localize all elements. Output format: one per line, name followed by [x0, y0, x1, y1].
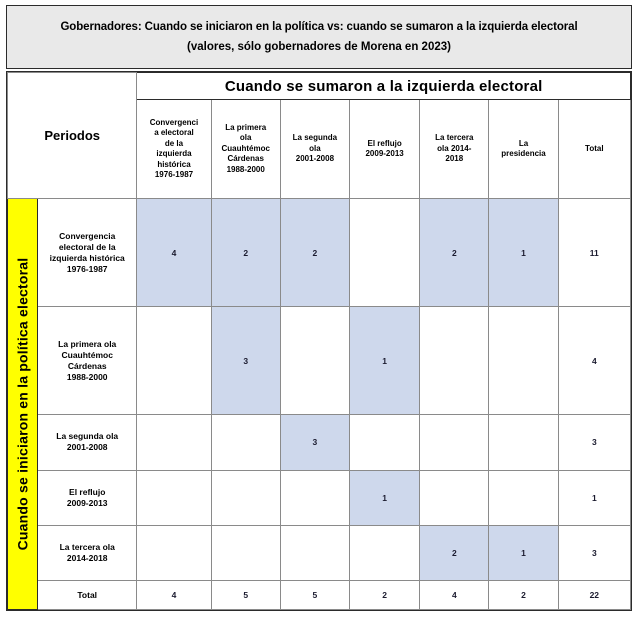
data-cell[interactable] [489, 307, 558, 415]
row-total-cell[interactable]: 3 [558, 415, 630, 470]
col-header-primera-ola [211, 100, 280, 199]
column-total-cell[interactable]: 2 [489, 581, 558, 610]
data-cell[interactable] [211, 470, 280, 525]
data-cell[interactable] [137, 415, 211, 470]
data-cell[interactable] [350, 525, 420, 580]
data-cell[interactable]: 4 [137, 199, 211, 307]
table-row [8, 415, 631, 470]
data-cell[interactable]: 2 [280, 199, 349, 307]
col-header-line: de la [164, 138, 184, 148]
data-cell[interactable]: 3 [280, 415, 349, 470]
col-header-line: ola [239, 133, 252, 143]
row-axis-label-cell [8, 199, 38, 610]
table-total-row [8, 581, 631, 610]
col-header-line: La tercera [435, 133, 474, 143]
col-header-line: Convergenci [149, 117, 199, 127]
col-header-reflujo [350, 100, 420, 199]
data-cell[interactable] [420, 470, 489, 525]
col-header-line: Total [585, 143, 604, 153]
col-header-line: 2018 [445, 154, 464, 164]
row-header-line: 2001-2008 [66, 442, 108, 453]
table-row [8, 525, 631, 580]
row-header-line: 2009-2013 [66, 497, 108, 508]
table-row [8, 470, 631, 525]
row-total-cell[interactable]: 11 [558, 199, 630, 307]
row-header-line: La primera ola [58, 338, 117, 349]
row-total-cell[interactable]: 1 [558, 470, 630, 525]
column-total-cell[interactable]: 5 [280, 581, 349, 610]
data-cell[interactable] [489, 415, 558, 470]
data-cell[interactable] [211, 415, 280, 470]
row-header-primera-ola [38, 307, 137, 415]
row-header-tercera-ola [38, 525, 137, 580]
col-header-segunda-ola [280, 100, 349, 199]
data-cell[interactable] [489, 470, 558, 525]
row-header-line: Convergencia [59, 230, 116, 241]
col-header-line: La segunda [292, 133, 338, 143]
col-header-line: 2009-2013 [365, 149, 404, 158]
col-header-line: 2001-2008 [295, 154, 335, 164]
col-header-line: ola [309, 143, 321, 153]
col-header-line: 1988-2000 [226, 164, 265, 174]
data-cell[interactable]: 2 [420, 525, 489, 580]
col-header-line: La [518, 138, 529, 148]
row-header-line: Total [77, 589, 98, 600]
col-header-line: histórica [157, 159, 191, 169]
column-axis-banner: Cuando se sumaron a la izquierda electoral [137, 73, 631, 100]
col-header-line: a electoral [154, 128, 194, 137]
col-header-line: ola 2014- [437, 143, 472, 153]
data-cell[interactable]: 1 [350, 470, 420, 525]
data-cell[interactable]: 2 [420, 199, 489, 307]
col-header-line: presidencia [501, 149, 546, 158]
crosstab-frame [6, 71, 632, 611]
col-header-line: Cuauhtémoc [221, 143, 270, 153]
col-header-tercera-ola [420, 100, 489, 199]
crosstab-table [7, 72, 631, 610]
table-row [8, 199, 631, 307]
data-cell[interactable] [350, 415, 420, 470]
row-axis-label: Cuando se iniciaron en la política electoral [14, 257, 31, 551]
data-cell[interactable] [211, 525, 280, 580]
page-title: Gobernadores: Cuando se iniciaron en la política vs: cuando se sumaron a la izquierda electoral [60, 20, 578, 33]
corner-header-periodos: Periodos [8, 73, 137, 199]
row-header-line: La tercera ola [59, 541, 115, 552]
col-header-line: 1976-1987 [154, 170, 194, 179]
row-header-line: El reflujo [69, 486, 106, 497]
data-cell[interactable] [280, 525, 349, 580]
row-header-line: 1988-2000 [66, 371, 108, 382]
data-cell[interactable] [420, 415, 489, 470]
row-header-total [38, 581, 137, 610]
column-total-cell[interactable]: 4 [420, 581, 489, 610]
row-total-cell[interactable]: 4 [558, 307, 630, 415]
col-header-line: Cárdenas [227, 154, 264, 164]
row-header-line: electoral de la [58, 241, 116, 252]
row-header-reflujo [38, 470, 137, 525]
data-cell[interactable] [137, 470, 211, 525]
row-header-line: izquierda histórica [49, 252, 125, 263]
row-header-segunda-ola [38, 415, 137, 470]
data-cell[interactable] [137, 307, 211, 415]
grand-total-cell[interactable]: 22 [558, 581, 630, 610]
col-header-convergencia [137, 100, 211, 199]
data-cell[interactable] [350, 199, 420, 307]
row-header-line: Cuauhtémoc [61, 349, 113, 360]
col-header-presidencia [489, 100, 558, 199]
data-cell[interactable]: 1 [489, 525, 558, 580]
data-cell[interactable] [420, 307, 489, 415]
row-header-line: La segunda ola [56, 431, 119, 442]
data-cell[interactable]: 3 [211, 307, 280, 415]
col-header-line: La primera [225, 122, 267, 132]
row-header-convergencia [38, 199, 137, 307]
row-header-line: Cárdenas [67, 360, 107, 371]
data-cell[interactable]: 1 [489, 199, 558, 307]
col-header-line: izquierda [156, 149, 192, 158]
row-total-cell[interactable]: 3 [558, 525, 630, 580]
column-total-cell[interactable]: 2 [350, 581, 420, 610]
data-cell[interactable] [280, 470, 349, 525]
column-total-cell[interactable]: 5 [211, 581, 280, 610]
page-subtitle: (valores, sólo gobernadores de Morena en 2023) [187, 40, 451, 53]
banner-row [8, 73, 631, 100]
row-header-line: 2014-2018 [66, 552, 108, 563]
table-title-block [6, 5, 632, 69]
row-header-line: 1976-1987 [66, 263, 108, 274]
data-cell[interactable] [280, 307, 349, 415]
data-cell[interactable]: 2 [211, 199, 280, 307]
data-cell[interactable] [137, 525, 211, 580]
col-header-line: El reflujo [367, 138, 402, 148]
table-row [8, 307, 631, 415]
data-cell[interactable]: 1 [350, 307, 420, 415]
column-total-cell[interactable]: 4 [137, 581, 211, 610]
col-header-total [558, 100, 630, 199]
